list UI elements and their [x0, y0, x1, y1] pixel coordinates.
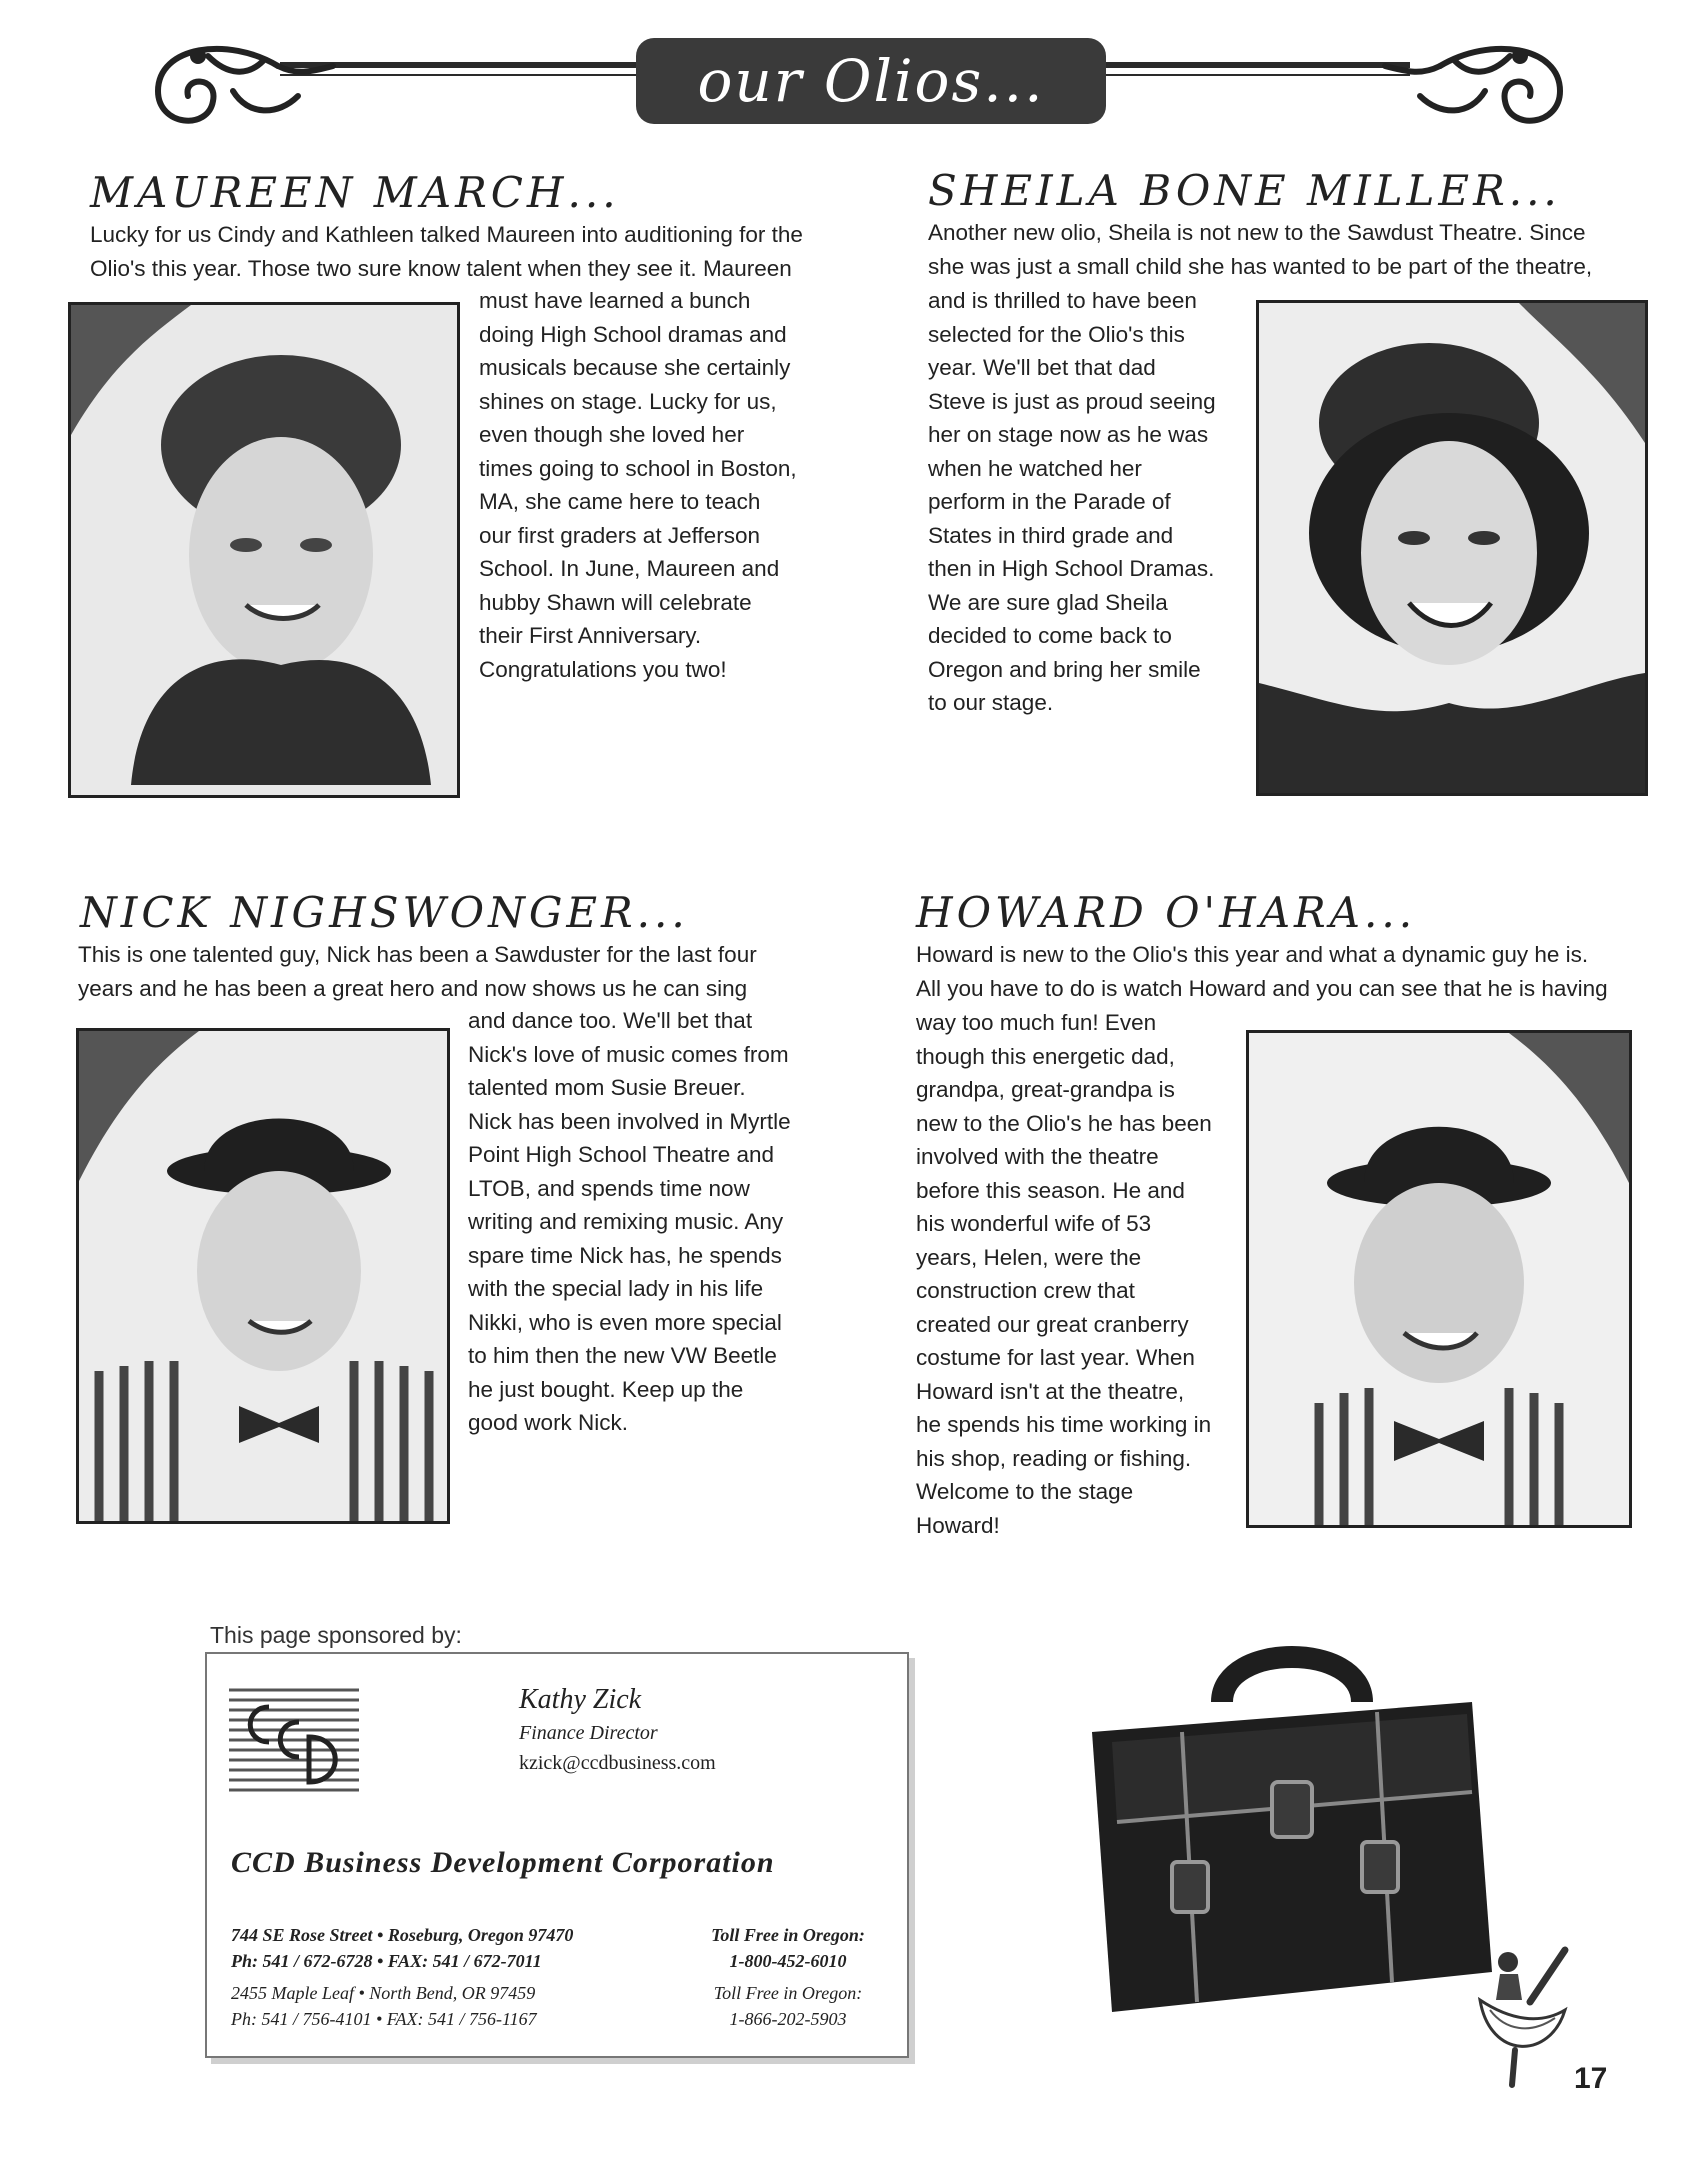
bio-line: times going to school in Boston, — [479, 455, 797, 481]
bio-line: LTOB, and spends time now — [468, 1175, 750, 1201]
bio-line: Welcome to the stage — [916, 1479, 1134, 1504]
performer-bio-lead-nick — [78, 938, 818, 1005]
performer-bio-side-howard — [916, 1006, 1246, 1542]
bio-line: Howard isn't at the theatre, — [916, 1378, 1185, 1404]
performer-name-sheila: SHEILA BONE MILLER... — [928, 166, 1561, 215]
bio-line: his shop, reading or fishing. — [916, 1445, 1192, 1471]
portrait-woman-boa-icon — [71, 305, 457, 795]
sponsor-contact-title: Finance Director — [519, 1722, 658, 1744]
bio-line: he spends his time working in — [916, 1412, 1212, 1437]
performer-photo-howard — [1246, 1030, 1632, 1528]
bio-line: new to the Olio's he has been — [916, 1110, 1212, 1136]
portrait-man-bowler-hat-icon — [79, 1031, 447, 1521]
bio-line: Congratulations you two! — [479, 656, 727, 682]
sponsor-address-north-bend — [231, 1980, 537, 2032]
performer-bio-lead-maureen — [90, 218, 830, 285]
address-line: 744 SE Rose Street • Roseburg, Oregon 97470 — [231, 1925, 574, 1945]
ccd-logo-icon — [229, 1682, 359, 1802]
bio-line: Howard is new to the Olio's this year and what a dynamic guy he is. — [916, 942, 1589, 967]
bio-line: MA, she came here to teach — [479, 489, 761, 514]
bio-line: Howard! — [916, 1512, 1000, 1538]
page-title: our Olios... — [636, 38, 1106, 124]
bio-line: Nikki, who is even more special — [468, 1309, 782, 1335]
bio-line: even though she loved her — [479, 422, 745, 447]
sponsor-address-roseburg — [231, 1922, 573, 1974]
bio-line: This is one talented guy, Nick has been a Sawduster for the last four — [78, 942, 757, 967]
bio-line: Olio's this year. Those two sure know talent when they see it. Maureen — [90, 255, 792, 281]
sponsor-tollfree-2 — [693, 1980, 883, 2032]
ornament-scroll-left-icon — [138, 36, 338, 146]
bio-line: doing High School dramas and — [479, 321, 787, 347]
performer-bio-lead-sheila — [928, 216, 1628, 283]
bio-line: involved with the theatre — [916, 1144, 1159, 1169]
bio-line: All you have to do is watch Howard and you can see that he is having — [916, 975, 1608, 1001]
sponsor-contact-name: Kathy Zick — [519, 1684, 642, 1715]
performer-bio-side-nick — [468, 1004, 808, 1440]
bio-line: hubby Shawn will celebrate — [479, 589, 752, 615]
bio-line: created our great cranberry — [916, 1311, 1189, 1337]
performer-photo-sheila — [1256, 300, 1648, 796]
sponsor-email[interactable]: kzick@ccdbusiness.com — [519, 1752, 716, 1774]
bio-line: before this season. He and — [916, 1177, 1185, 1203]
bio-line: she was just a small child she has wanted to be part of the theatre, — [928, 253, 1593, 279]
bio-line: and dance too. We'll bet that — [468, 1008, 753, 1033]
bio-line: States in third grade and — [928, 522, 1174, 548]
bio-line: musicals because she certainly — [479, 355, 791, 380]
bio-line: grandpa, great-grandpa is — [916, 1077, 1175, 1102]
bio-line: though this energetic dad, — [916, 1043, 1175, 1069]
bio-line: year. We'll bet that dad — [928, 355, 1156, 380]
cancan-dancer-icon — [1470, 1940, 1580, 2090]
bio-line: shines on stage. Lucky for us, — [479, 388, 777, 414]
bio-line: School. In June, Maureen and — [479, 556, 780, 581]
bio-line: good work Nick. — [468, 1410, 629, 1435]
bio-line: Nick has been involved in Myrtle — [468, 1108, 791, 1134]
tollfree-label: Toll Free in Oregon: — [713, 1983, 863, 2003]
performer-photo-maureen — [68, 302, 460, 798]
bio-line: selected for the Olio's this — [928, 321, 1185, 347]
portrait-woman-feathers-icon — [1259, 303, 1645, 793]
page-number: 17 — [1574, 2062, 1608, 2095]
tollfree-number: 1-800-452-6010 — [729, 1951, 847, 1971]
bio-line: with the special lady in his life — [468, 1276, 764, 1301]
sponsor-label: This page sponsored by: — [210, 1622, 462, 1648]
bio-line: years, Helen, were the — [916, 1244, 1142, 1270]
bio-line: he just bought. Keep up the — [468, 1376, 744, 1402]
bio-line: Point High School Theatre and — [468, 1142, 775, 1167]
performer-name-howard: HOWARD O'HARA... — [916, 888, 1417, 937]
bio-line: must have learned a bunch — [479, 288, 751, 313]
bio-line: then in High School Dramas. — [928, 556, 1215, 581]
bio-line: Steve is just as proud seeing — [928, 388, 1216, 414]
bio-line: We are sure glad Sheila — [928, 589, 1168, 615]
bio-line: Nick's love of music comes from — [468, 1041, 789, 1067]
address-line: Ph: 541 / 672-6728 • FAX: 541 / 672-7011 — [231, 1951, 542, 1971]
bio-line: years and he has been a great hero and now shows us he can sing — [78, 975, 748, 1001]
tollfree-label: Toll Free in Oregon: — [711, 1925, 865, 1945]
bio-line: their First Anniversary. — [479, 623, 702, 648]
address-line: Ph: 541 / 756-4101 • FAX: 541 / 756-1167 — [231, 2009, 537, 2029]
bio-line: and is thrilled to have been — [928, 288, 1197, 313]
bio-line: Lucky for us Cindy and Kathleen talked Maureen into auditioning for the — [90, 222, 803, 247]
performer-name-nick: NICK NIGHSWONGER... — [80, 888, 689, 937]
bio-line: his wonderful wife of 53 — [916, 1211, 1152, 1236]
briefcase-icon — [1072, 1632, 1512, 2022]
bio-line: writing and remixing music. Any — [468, 1209, 784, 1234]
bio-line: when he watched her — [928, 455, 1142, 481]
performer-name-maureen: MAUREEN MARCH... — [90, 168, 620, 217]
bio-line: talented mom Susie Breuer. — [468, 1075, 746, 1100]
bio-line: to our stage. — [928, 690, 1054, 715]
bio-line: Oregon and bring her smile — [928, 656, 1201, 682]
bio-line: our first graders at Jefferson — [479, 522, 760, 548]
bio-line: her on stage now as he was — [928, 422, 1209, 447]
sponsor-tollfree-1 — [693, 1922, 883, 1974]
portrait-older-man-bowler-hat-icon — [1249, 1033, 1629, 1525]
address-line: 2455 Maple Leaf • North Bend, OR 97459 — [231, 1983, 536, 2003]
sponsor-company-name: CCD Business Development Corporation — [231, 1846, 775, 1879]
tollfree-number: 1-866-202-5903 — [729, 2009, 847, 2029]
bio-line: perform in the Parade of — [928, 489, 1171, 514]
performer-photo-nick — [76, 1028, 450, 1524]
bio-line: to him then the new VW Beetle — [468, 1343, 777, 1368]
bio-line: construction crew that — [916, 1278, 1135, 1303]
performer-bio-lead-howard — [916, 938, 1636, 1005]
bio-line: Another new olio, Sheila is not new to the Sawdust Theatre. Since — [928, 220, 1586, 245]
ornament-scroll-right-icon — [1380, 36, 1580, 146]
bio-line: costume for last year. When — [916, 1345, 1195, 1370]
sponsor-business-card — [205, 1652, 909, 2058]
performer-bio-side-sheila — [928, 284, 1258, 720]
bio-line: way too much fun! Even — [916, 1010, 1157, 1035]
bio-line: decided to come back to — [928, 623, 1172, 648]
bio-line: spare time Nick has, he spends — [468, 1242, 782, 1268]
performer-bio-side-maureen — [479, 284, 819, 686]
